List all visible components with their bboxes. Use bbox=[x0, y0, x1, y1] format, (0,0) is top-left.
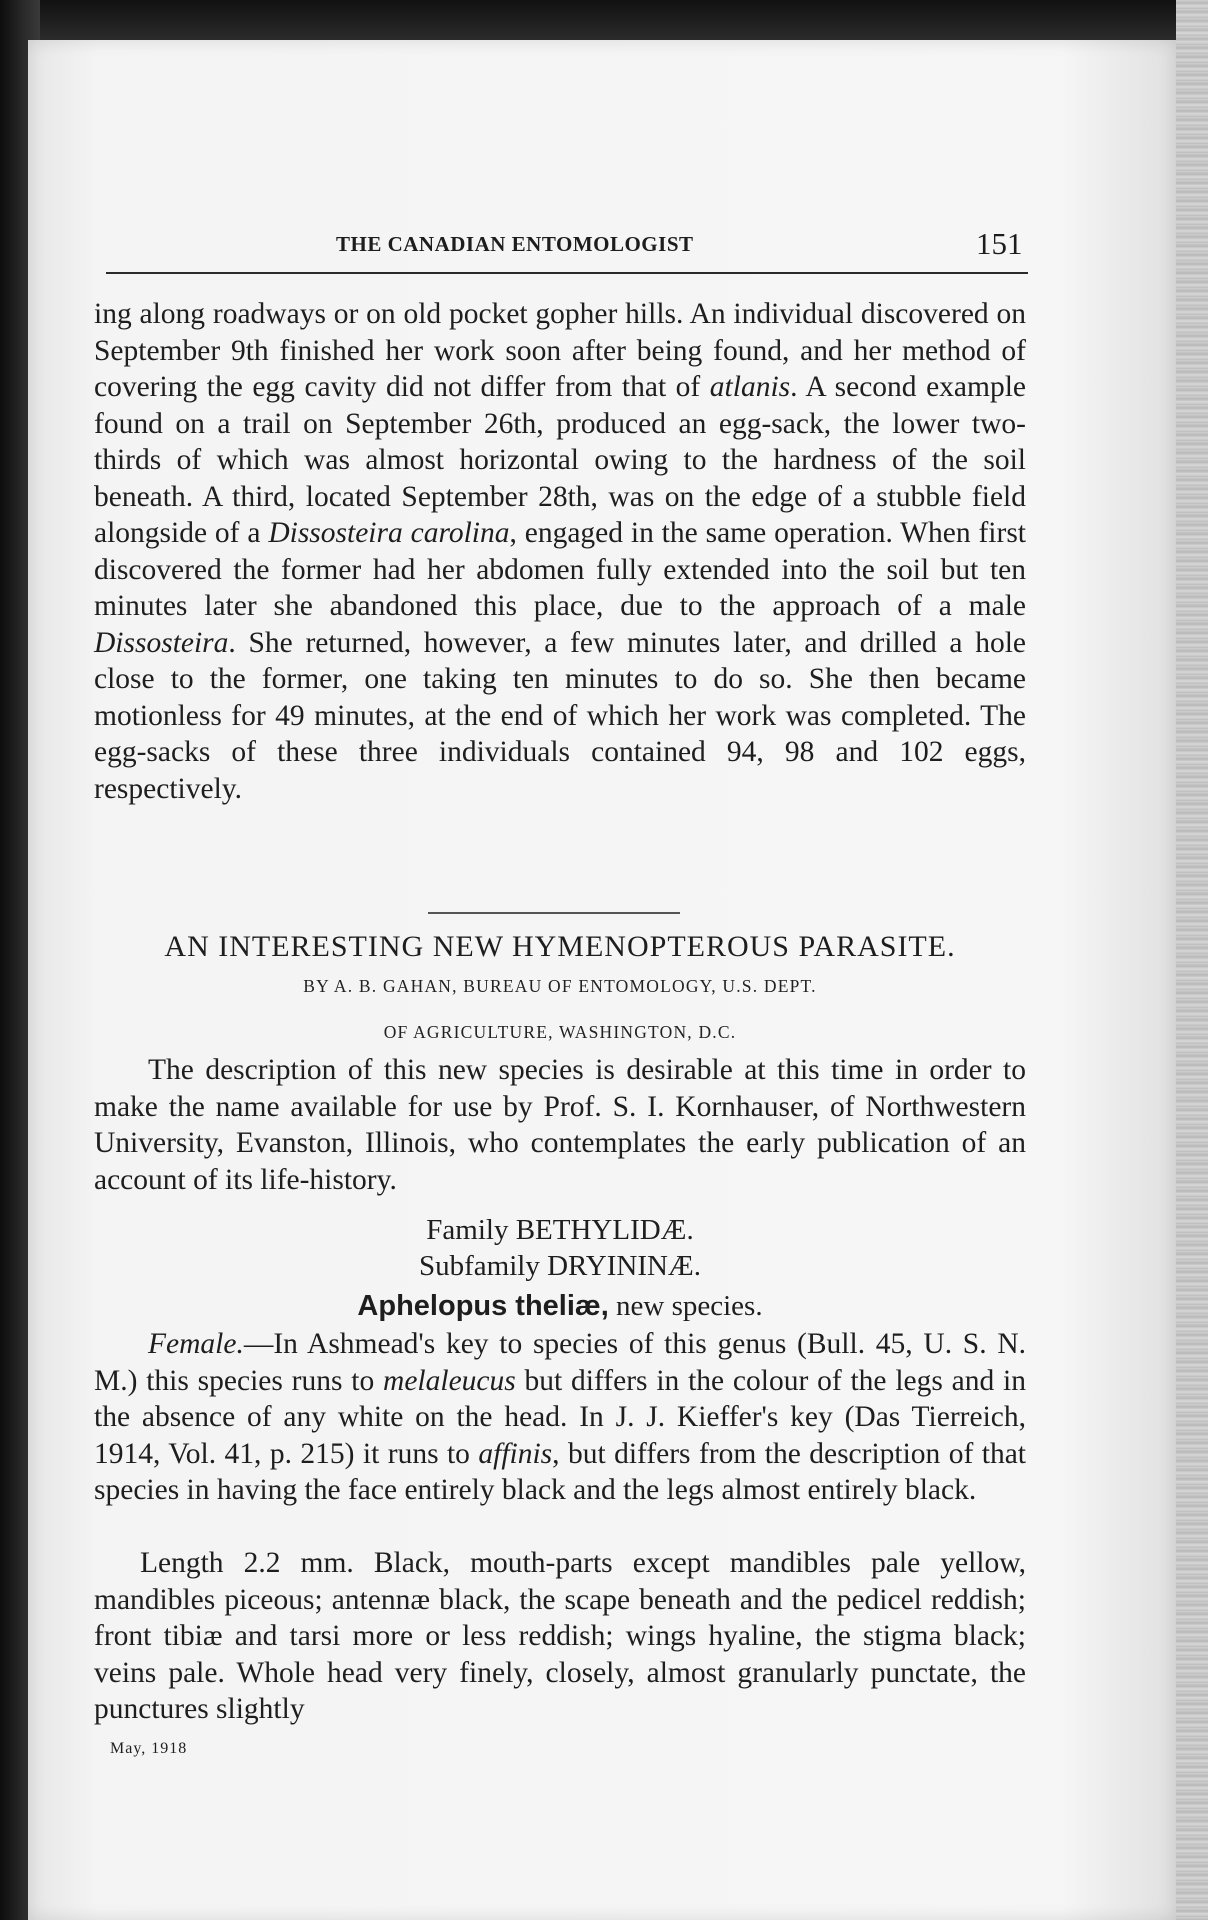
continuation-paragraph bbox=[94, 296, 1026, 807]
text-run: ing along roadways or on old pocket gopher hills. An individual discovered on September 9th finished her work soon after being found, and her method of covering the egg cavity did not differ from that of bbox=[94, 298, 1026, 403]
text-run: —In Ashmead's key to species of this genus (Bull. 45, U. S. N. M.) this species runs to bbox=[94, 1328, 1026, 1397]
italic-taxon: Dissosteira bbox=[94, 626, 229, 659]
article-byline-line-1: BY A. B. GAHAN, BUREAU OF ENTOMOLOGY, U.S. DEPT. bbox=[303, 976, 817, 996]
length-text: Length 2.2 mm. Black, mouth-parts except mandibles pale yellow, mandibles piceous; antennæ black, the scape beneath and the pedicel reddish; front tibiæ and tarsi more or less reddish; wings hyaline, the stigma black; veins pale. Whole head very finely, closely, almost granularly punctate, the punctures slightly bbox=[94, 1547, 1026, 1725]
species-name: Aphelopus theliæ, bbox=[357, 1290, 609, 1322]
italic-taxon: melaleucus bbox=[383, 1364, 516, 1397]
header-rule bbox=[106, 272, 1028, 274]
italic-taxon: Dissosteira carolina bbox=[268, 517, 510, 549]
text-run: , but differs from the description of that species in having the face entirely black and the legs almost entirely black. bbox=[94, 1437, 1026, 1506]
species-heading bbox=[90, 1290, 1030, 1323]
running-head: THE CANADIAN ENTOMOLOGIST bbox=[336, 232, 694, 256]
text-run: . A second example found on a trail on September 26th, produced an egg-sack, the lower two-thirds of which was almost horizontal owing to the hardness of the soil beneath. A third, located September 28th, was on the edge of a stubble field alongside of a bbox=[94, 371, 1026, 549]
text-run: but differs in the colour of the legs and in the absence of any white on the head. In J. J. Kieffer's key (Das Tierreich, 1914, Vol. 41, p. 215) it runs to bbox=[94, 1364, 1026, 1470]
italic-taxon: atlanis bbox=[709, 371, 791, 403]
scan-top-edge bbox=[28, 0, 1176, 40]
issue-date: May, 1918 bbox=[110, 1740, 188, 1757]
subfamily-heading: Subfamily DRYININÆ. bbox=[419, 1250, 701, 1282]
page-stack-edge bbox=[1176, 0, 1208, 1920]
italic-taxon: affinis bbox=[478, 1437, 553, 1470]
text-run: , engaged in the same operation. When first discovered the former had her abdomen fully extended into the soil but ten minutes later she abandoned this place, due to the approach of a male bbox=[94, 517, 1026, 622]
page-number: 151 bbox=[976, 226, 1023, 261]
female-label: Female. bbox=[148, 1328, 244, 1360]
intro-text: The description of this new species is desirable at this time in order to make the name available for use by Prof. S. I. Kornhauser, of Northwestern University, Evanston, Illinois, who contemplates the early publication of an account of its life-history. bbox=[94, 1054, 1026, 1196]
text-run: . She returned, however, a few minutes later, and drilled a hole close to the former, one taking ten minutes to do so. She then became motionless for 49 minutes, at the end of which her work was completed. The egg-sacks of these three individuals contained 94, 98 and 102 eggs, respectively. bbox=[94, 626, 1026, 805]
family-heading: Family BETHYLIDÆ. bbox=[426, 1214, 694, 1246]
section-divider bbox=[428, 912, 680, 914]
article-byline-line-2: OF AGRICULTURE, WASHINGTON, D.C. bbox=[383, 1022, 737, 1042]
length-paragraph bbox=[94, 1545, 1026, 1728]
intro-paragraph bbox=[94, 1052, 1026, 1198]
article-title: AN INTERESTING NEW HYMENOPTEROUS PARASITE. bbox=[164, 930, 956, 963]
species-note: new species. bbox=[608, 1290, 763, 1322]
female-paragraph bbox=[94, 1326, 1026, 1509]
